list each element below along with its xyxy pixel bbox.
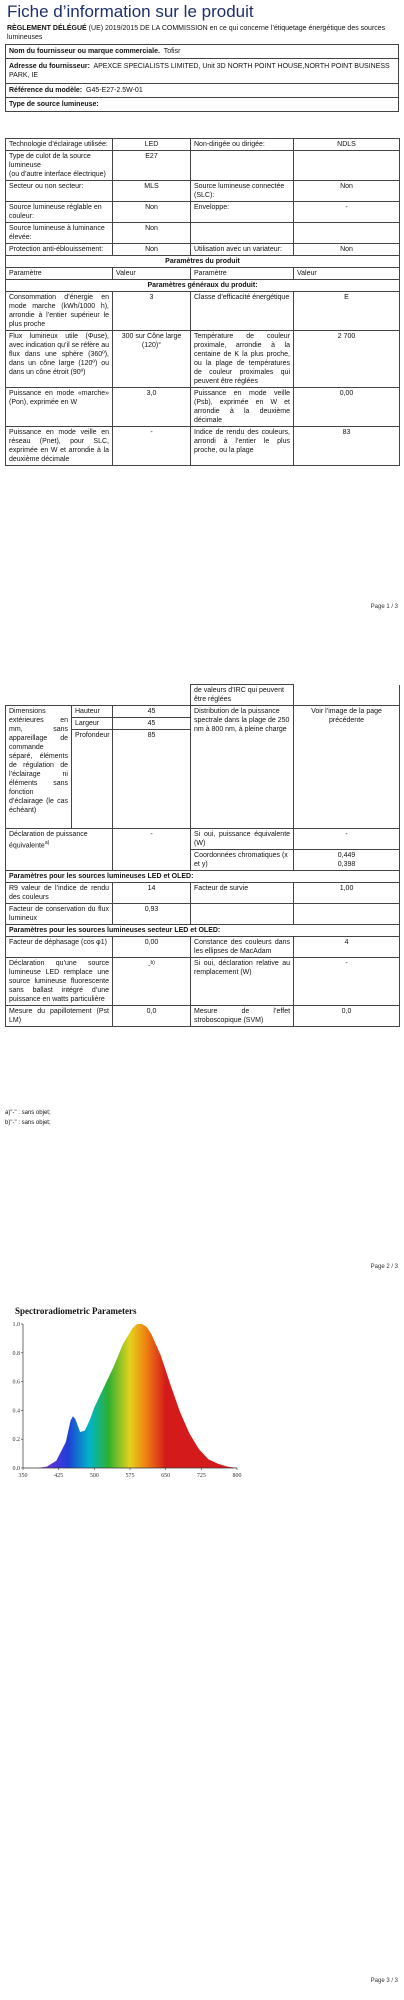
led-value — [113, 904, 191, 925]
page-number-3: Page 3 / 3 — [370, 1978, 398, 1984]
cri-continued-text: de valeurs d’IRC qui peuvent être réglées — [191, 685, 294, 706]
type-row-value: Non — [113, 223, 191, 244]
general-row-value-2: 0,00 — [294, 388, 400, 427]
led-row — [6, 883, 400, 904]
chart-layer — [13, 1322, 242, 1479]
spectrum-area — [23, 1324, 237, 1468]
dim-depth-label: Profondeur — [72, 730, 113, 829]
general-row — [6, 388, 400, 427]
spectrum-chart — [5, 1318, 255, 1483]
mains-row — [6, 958, 400, 1006]
page-1 — [0, 0, 404, 622]
y-tick-label: 0.0 — [12, 1466, 20, 1472]
type-row-label-2: Source lumineuse connectée (SLC): — [191, 181, 294, 202]
type-row — [6, 202, 400, 223]
type-row-label-2 — [191, 151, 294, 181]
mains-label-2: Constance des couleurs dans les ellipses de MacAdam — [191, 937, 294, 958]
type-row-label: Secteur ou non secteur: — [6, 181, 113, 202]
type-heading-text: Type de source lumineuse: — [9, 101, 99, 108]
chroma-x: 0,449 — [337, 852, 356, 859]
product-table — [5, 138, 400, 466]
mains-value-2: 4 — [294, 937, 400, 958]
general-row-value: - — [113, 427, 191, 466]
general-row-value: 3 — [113, 292, 191, 331]
mains-label-2: Mesure de l’effet stroboscopique (SVM) — [191, 1006, 294, 1027]
general-row-label-2: Température de couleur proximale, arrondie à la centaine de K la plus proche, ou la plage de températures de couleur proximales qui peuvent être réglées — [191, 331, 294, 388]
mains-label-2: Si oui, déclaration relative au remplacement (W) — [191, 958, 294, 1006]
chroma-y: 0,398 — [337, 861, 356, 868]
col-header-param-1: Paramètre — [6, 268, 113, 280]
decl-sup: a) — [44, 840, 50, 846]
y-tick-label: 0.2 — [12, 1437, 20, 1444]
led-heading: Paramètres pour les sources lumineuses LED et OLED: — [6, 871, 400, 883]
decl-label-cell — [6, 829, 113, 871]
model-row — [6, 84, 399, 98]
mains-label: Déclaration qu’une source lumineuse LED remplace une source lumineuse fluorescente sans ballast intégré d’une puissance en watts particulière — [6, 958, 113, 1006]
spectral-value: Voir l’image de la page précédente — [294, 706, 400, 829]
mains-value-text: 0,00 — [144, 939, 159, 946]
type-row-label-2: Utilisation avec un variateur: — [191, 244, 294, 256]
general-row — [6, 427, 400, 466]
general-row-label: Puissance en mode veille en réseau (Pnet), pour SLC, exprimée en W et arrondie à la deuxième décimale — [6, 427, 113, 466]
type-row-value-2: Non — [294, 244, 400, 256]
type-row-label-2: Non-dirigée ou dirigée: — [191, 139, 294, 151]
mains-value-text: - — [148, 962, 151, 970]
general-row-value-2: E — [294, 292, 400, 331]
led-value-2 — [294, 904, 400, 925]
type-row-value: Non — [113, 202, 191, 223]
led-value-2: 1,00 — [294, 883, 400, 904]
x-tick-label: 500 — [89, 1473, 99, 1479]
mains-value — [113, 937, 191, 958]
params-heading: Paramètres du produit — [6, 256, 400, 268]
x-tick-label: 725 — [196, 1473, 206, 1479]
supplier-table — [5, 44, 399, 112]
general-row-value-2: 2 700 — [294, 331, 400, 388]
general-row-value: 300 sur Cône large (120)° — [113, 331, 191, 388]
blank-cell-right — [294, 685, 400, 706]
subtitle-rest: (UE) 2019/2015 DE LA COMMISSION en ce qui concerne l’étiquetage énergétique des sources lumineuses — [7, 25, 386, 41]
chart-title: Spectroradiometric Parameters — [15, 1306, 137, 1316]
led-label: Facteur de conservation du flux lumineux — [6, 904, 113, 925]
dimensions-label: Dimensions extérieures en mm, sans appareillage de commande séparé, éléments de régulation de l’éclairage ni éléments sans fonction d’éclairage (le cas échéant) — [6, 706, 72, 829]
chroma-values — [294, 850, 400, 871]
type-row-value-2 — [294, 151, 400, 181]
type-row-value: Non — [113, 244, 191, 256]
type-row-value: LED — [113, 139, 191, 151]
general-row-label: Consommation d’énergie en mode marche (kWh/1000 h), arrondie à l’entier supérieur le plus proche — [6, 292, 113, 331]
page-number-1: Page 1 / 3 — [370, 604, 398, 610]
y-tick-label: 1.0 — [12, 1322, 20, 1328]
mains-value-sup: b) — [150, 960, 155, 966]
x-tick-label: 350 — [18, 1473, 28, 1479]
equiv-value: - — [294, 829, 400, 850]
page-title: Fiche d’information sur le produit — [7, 2, 254, 21]
led-label-2: Facteur de survie — [191, 883, 294, 904]
type-row-label-2 — [191, 223, 294, 244]
blank-cell — [6, 685, 191, 706]
y-tick-label: 0.8 — [12, 1350, 20, 1357]
general-row — [6, 292, 400, 331]
footnote-b: b)"-" : sans objet; — [5, 1120, 51, 1126]
type-row-value: E27 — [113, 151, 191, 181]
chroma-label: Coordonnées chromatiques (x et y) — [191, 850, 294, 871]
dim-width-value: 45 — [113, 718, 191, 730]
type-row-label: Technologie d’éclairage utilisée: — [6, 139, 113, 151]
mains-heading: Paramètres pour les sources lumineuses secteur LED et OLED: — [6, 925, 400, 937]
col-header-value-1: Valeur — [113, 268, 191, 280]
type-row-label: Type de culot de la source lumineuse (ou d’autre interface électrique) — [6, 151, 113, 181]
mains-value-2: 0,0 — [294, 1006, 400, 1027]
subtitle-bold: RÈGLEMENT DÉLÉGUÉ — [7, 25, 87, 32]
general-row — [6, 331, 400, 388]
general-row-label: Flux lumineux utile (Φuse), avec indication qu’il se réfère au flux dans une sphère (360º), dans un cône large (120º) ou dans un cône étroit (90º) — [6, 331, 113, 388]
y-tick-label: 0.6 — [12, 1379, 20, 1386]
type-row — [6, 139, 400, 151]
supplier-address-row — [6, 59, 399, 84]
dim-height-label: Hauteur — [72, 706, 113, 718]
page-number-2: Page 2 / 3 — [370, 1264, 398, 1270]
general-row-label-2: Indice de rendu des couleurs, arrondi à l’entier le plus proche, ou la plage — [191, 427, 294, 466]
general-row-value: 3,0 — [113, 388, 191, 427]
type-row-label-2: Enveloppe: — [191, 202, 294, 223]
type-row — [6, 244, 400, 256]
type-row-value-2 — [294, 223, 400, 244]
general-row-label-2: Puissance en mode veille (Psb), exprimée en W et arrondie à la deuxième décimale — [191, 388, 294, 427]
decl-label: Déclaration de puissance équivalente — [9, 831, 88, 850]
supplier-address-value: APEXCE SPECIALISTS LIMITED, Unit 3D NORTH POINT HOUSE,NORTH POINT BUSINESS PARK, IE — [9, 63, 390, 79]
led-value-text: 14 — [147, 885, 156, 892]
type-heading — [6, 98, 399, 112]
mains-value — [113, 958, 191, 1006]
mains-value-2: - — [294, 958, 400, 1006]
model-label: Référence du modèle: — [9, 87, 83, 94]
footnote-a: a)"-" : sans objet; — [5, 1110, 51, 1116]
dim-depth-value: 85 — [113, 730, 191, 829]
dim-height-value: 45 — [113, 706, 191, 718]
supplier-name-row — [6, 45, 399, 59]
general-row-value-2: 83 — [294, 427, 400, 466]
page-3 — [0, 1286, 404, 2000]
mains-label: Facteur de déphasage (cos φ1) — [6, 937, 113, 958]
equiv-label: Si oui, puissance équivalente (W) — [191, 829, 294, 850]
x-tick-label: 575 — [125, 1473, 135, 1479]
product-table-continued — [5, 684, 400, 1027]
led-label-2 — [191, 904, 294, 925]
type-row-label: Source lumineuse réglable en couleur: — [6, 202, 113, 223]
supplier-address-label: Adresse du fournisseur: — [9, 63, 90, 70]
col-header-param-2: Paramètre — [191, 268, 294, 280]
mains-label: Mesure du papillotement (Pst LM) — [6, 1006, 113, 1027]
y-tick-label: 0.4 — [12, 1408, 20, 1415]
type-row — [6, 223, 400, 244]
type-row — [6, 151, 400, 181]
spectral-label: Distribution de la puissance spectrale dans la plage de 250 nm à 800 nm, à pleine charge — [191, 706, 294, 829]
type-row-value-2: NDLS — [294, 139, 400, 151]
type-row-value-2: Non — [294, 181, 400, 202]
type-row-value: MLS — [113, 181, 191, 202]
x-tick-label: 425 — [54, 1473, 64, 1479]
mains-value — [113, 1006, 191, 1027]
page-2 — [0, 622, 404, 1286]
led-row — [6, 904, 400, 925]
mains-row — [6, 937, 400, 958]
x-tick-label: 800 — [232, 1473, 242, 1479]
led-value-text: 0,93 — [144, 906, 159, 913]
supplier-name-label: Nom du fournisseur ou marque commerciale. — [9, 48, 160, 55]
general-row-label-2: Classe d’efficacité énergétique — [191, 292, 294, 331]
type-row-label: Protection anti-éblouissement: — [6, 244, 113, 256]
column-headers — [6, 268, 400, 280]
general-heading: Paramètres généraux du produit: — [6, 280, 400, 292]
regulation-subtitle — [7, 24, 397, 42]
dim-width-label: Largeur — [72, 718, 113, 730]
x-tick-label: 650 — [161, 1473, 171, 1479]
model-value: G45-E27-2.5W-01 — [86, 87, 143, 94]
mains-row — [6, 1006, 400, 1027]
col-header-value-2: Valeur — [294, 268, 400, 280]
led-label: R9 valeur de l’indice de rendu des couleurs — [6, 883, 113, 904]
decl-value: - — [113, 829, 191, 871]
type-row-label: Source lumineuse à luminance élevée: — [6, 223, 113, 244]
type-row — [6, 181, 400, 202]
supplier-name-value: Tofisr — [163, 48, 181, 55]
general-row-label: Puissance en mode «marche» (Pon), exprimée en W — [6, 388, 113, 427]
mains-value-text: 0,0 — [146, 1008, 157, 1015]
led-value — [113, 883, 191, 904]
type-row-value-2: - — [294, 202, 400, 223]
